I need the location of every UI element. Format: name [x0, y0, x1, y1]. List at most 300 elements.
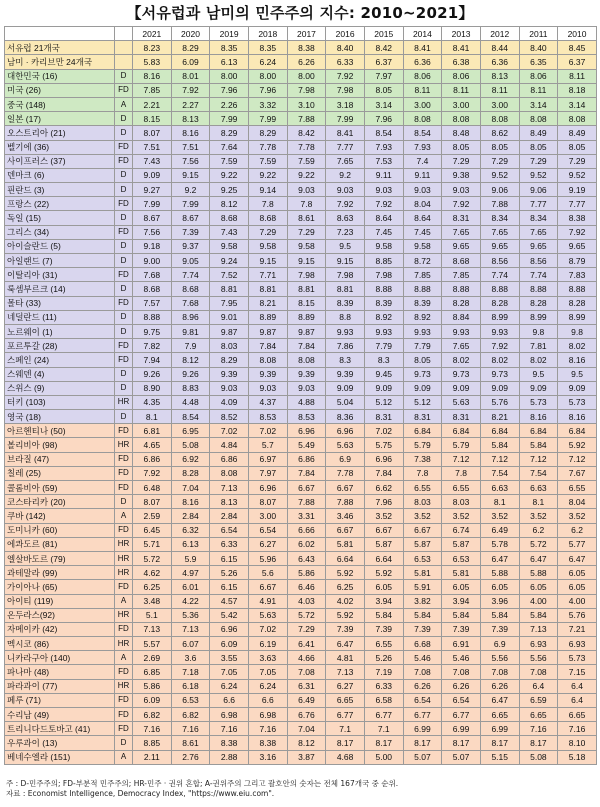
year-header: 2015	[364, 27, 403, 41]
country-name: 핀란드 (3)	[5, 183, 115, 197]
index-value: 5.12	[403, 395, 442, 409]
index-value: 8.16	[558, 353, 597, 367]
table-row	[5, 324, 597, 338]
index-value: 9.19	[558, 183, 597, 197]
index-value: 7.12	[442, 452, 481, 466]
index-value: 9.58	[248, 239, 287, 253]
year-header: 2021	[133, 27, 172, 41]
index-value: 8.08	[442, 112, 481, 126]
regime-type: FD	[115, 140, 133, 154]
index-value: 6.49	[287, 693, 326, 707]
index-value: 9.65	[519, 239, 558, 253]
index-value: 5.92	[558, 438, 597, 452]
index-value: 7.04	[171, 481, 210, 495]
index-value: 6.18	[171, 679, 210, 693]
year-header: 2011	[519, 27, 558, 41]
index-value: 3.52	[558, 509, 597, 523]
index-value: 9.93	[480, 324, 519, 338]
index-value: 6.82	[171, 708, 210, 722]
index-value: 7.13	[171, 622, 210, 636]
regime-type: FD	[115, 452, 133, 466]
index-value: 9.03	[326, 183, 365, 197]
index-value: 6.86	[133, 452, 172, 466]
country-name: 네덜란드 (11)	[5, 310, 115, 324]
country-name: 파라과이 (77)	[5, 679, 115, 693]
header-name-cell	[5, 27, 115, 41]
index-value: 8.62	[480, 126, 519, 140]
index-value: 6.67	[248, 580, 287, 594]
table-row	[5, 296, 597, 310]
index-value: 8.39	[403, 296, 442, 310]
index-value: 8.44	[480, 41, 519, 55]
regime-type: D	[115, 126, 133, 140]
index-value: 8.29	[210, 353, 249, 367]
index-value: 7.93	[364, 140, 403, 154]
table-row	[5, 268, 597, 282]
index-value: 8.68	[171, 282, 210, 296]
index-value: 8.17	[403, 736, 442, 750]
index-value: 9.52	[519, 168, 558, 182]
year-header: 2020	[171, 27, 210, 41]
index-value: 6.67	[364, 523, 403, 537]
index-value: 9.03	[210, 381, 249, 395]
index-value: 6.24	[248, 679, 287, 693]
index-value: 5.88	[519, 566, 558, 580]
index-value: 6.54	[442, 693, 481, 707]
index-value: 3.94	[364, 594, 403, 608]
page-title: 【서유럽과 남미의 민주주의 지수: 2010~2021】	[126, 4, 474, 22]
index-value: 7.23	[326, 225, 365, 239]
index-value: 6.84	[480, 424, 519, 438]
index-value: 8.99	[480, 310, 519, 324]
index-value: 6.74	[442, 523, 481, 537]
index-value: 4.97	[171, 566, 210, 580]
index-value: 8.16	[171, 495, 210, 509]
index-value: 5.84	[364, 608, 403, 622]
index-value: 9.58	[403, 239, 442, 253]
index-value: 9.26	[171, 367, 210, 381]
index-value: 3.82	[403, 594, 442, 608]
index-value: 8.89	[248, 310, 287, 324]
index-value: 8.39	[326, 296, 365, 310]
index-value: 7.15	[558, 665, 597, 679]
country-name: 덴마크 (6)	[5, 168, 115, 182]
democracy-index-table	[4, 26, 597, 765]
index-value: 8.15	[133, 112, 172, 126]
index-value: 6.55	[442, 481, 481, 495]
index-value: 6.33	[210, 537, 249, 551]
index-value: 8.72	[403, 254, 442, 268]
index-value: 5.88	[480, 566, 519, 580]
index-value: 6.96	[364, 452, 403, 466]
index-value: 8.08	[558, 112, 597, 126]
index-value: 7.99	[171, 197, 210, 211]
year-header: 2012	[480, 27, 519, 41]
index-value: 7.29	[519, 154, 558, 168]
regime-type: A	[115, 750, 133, 764]
index-value: 8.31	[403, 410, 442, 424]
index-value: 7.08	[442, 665, 481, 679]
index-value: 6.36	[403, 55, 442, 69]
index-value: 8.06	[519, 69, 558, 83]
table-row	[5, 594, 597, 608]
index-value: 9.39	[248, 367, 287, 381]
country-name: 서유럽 21개국	[5, 41, 115, 55]
index-value: 8.38	[558, 211, 597, 225]
table-row	[5, 395, 597, 409]
index-value: 6.64	[364, 551, 403, 565]
table-row	[5, 452, 597, 466]
index-value: 7.51	[171, 140, 210, 154]
index-value: 3.14	[558, 97, 597, 111]
index-value: 9.8	[519, 324, 558, 338]
index-value: 8.68	[210, 211, 249, 225]
index-value: 7.16	[210, 722, 249, 736]
index-value: 7.85	[442, 268, 481, 282]
index-value: 8.13	[480, 69, 519, 83]
index-value: 3.00	[403, 97, 442, 111]
index-value: 8.02	[558, 339, 597, 353]
footnotes	[6, 779, 596, 799]
index-value: 8.07	[133, 126, 172, 140]
index-value: 2.11	[133, 750, 172, 764]
index-value: 5.57	[133, 637, 172, 651]
index-value: 6.05	[519, 580, 558, 594]
index-value: 7.77	[558, 197, 597, 211]
table-row	[5, 97, 597, 111]
index-value: 6.77	[364, 708, 403, 722]
index-value: 8.11	[442, 83, 481, 97]
year-header: 2017	[287, 27, 326, 41]
index-value: 6.33	[364, 679, 403, 693]
index-value: 7.88	[326, 495, 365, 509]
index-value: 8.11	[480, 83, 519, 97]
index-value: 6.92	[171, 452, 210, 466]
index-value: 5.73	[519, 395, 558, 409]
index-value: 2.26	[210, 97, 249, 111]
index-value: 8.68	[248, 211, 287, 225]
index-value: 7.39	[326, 622, 365, 636]
index-value: 7.02	[364, 424, 403, 438]
index-value: 8.41	[326, 126, 365, 140]
index-value: 8.28	[558, 296, 597, 310]
table-row	[5, 55, 597, 69]
table-row	[5, 736, 597, 750]
table-row	[5, 509, 597, 523]
index-value: 7.1	[326, 722, 365, 736]
index-value: 8.88	[364, 282, 403, 296]
index-value: 7.39	[403, 622, 442, 636]
table-row	[5, 126, 597, 140]
index-value: 8.35	[210, 41, 249, 55]
regime-type: FD	[115, 339, 133, 353]
index-value: 8.17	[442, 736, 481, 750]
index-value: 3.46	[326, 509, 365, 523]
year-header: 2014	[403, 27, 442, 41]
index-value: 7.16	[558, 722, 597, 736]
table-row	[5, 551, 597, 565]
index-value: 6.55	[403, 481, 442, 495]
index-value: 8.34	[480, 211, 519, 225]
index-value: 8.05	[442, 140, 481, 154]
regime-type: FD	[115, 523, 133, 537]
index-value: 7.51	[133, 140, 172, 154]
index-value: 8.28	[442, 296, 481, 310]
index-value: 5.71	[133, 537, 172, 551]
table-row	[5, 183, 597, 197]
index-value: 6.01	[171, 580, 210, 594]
index-value: 8.12	[287, 736, 326, 750]
index-value: 3.94	[442, 594, 481, 608]
index-value: 8.06	[403, 69, 442, 83]
year-header: 2013	[442, 27, 481, 41]
country-name: 터키 (103)	[5, 395, 115, 409]
index-value: 7.99	[133, 197, 172, 211]
country-name: 볼리비아 (98)	[5, 438, 115, 452]
table-row	[5, 282, 597, 296]
country-name: 벨기에 (36)	[5, 140, 115, 154]
index-value: 8.38	[248, 736, 287, 750]
index-value: 9.5	[558, 367, 597, 381]
index-value: 6.25	[133, 580, 172, 594]
index-value: 8.92	[364, 310, 403, 324]
index-value: 9.22	[248, 168, 287, 182]
index-value: 9.52	[480, 168, 519, 182]
index-value: 8.99	[519, 310, 558, 324]
index-value: 7.16	[133, 722, 172, 736]
index-value: 9.39	[210, 367, 249, 381]
index-value: 8.04	[403, 197, 442, 211]
index-value: 9.87	[287, 324, 326, 338]
index-value: 6.24	[210, 679, 249, 693]
index-value: 7.45	[403, 225, 442, 239]
index-value: 6.68	[403, 637, 442, 651]
table-row	[5, 367, 597, 381]
index-value: 7.21	[558, 622, 597, 636]
regime-type: FD	[115, 296, 133, 310]
table-row	[5, 708, 597, 722]
index-value: 6.27	[326, 679, 365, 693]
index-value: 8.29	[248, 126, 287, 140]
index-value: 7.1	[364, 722, 403, 736]
index-value: 6.96	[287, 424, 326, 438]
index-value: 6.84	[442, 424, 481, 438]
index-value: 8.3	[364, 353, 403, 367]
index-value: 8.38	[287, 41, 326, 55]
index-value: 7.98	[287, 83, 326, 97]
index-value: 6.98	[248, 708, 287, 722]
index-value: 6.6	[248, 693, 287, 707]
index-value: 3.87	[287, 750, 326, 764]
index-value: 8.89	[287, 310, 326, 324]
header-regime-cell	[115, 27, 133, 41]
index-value: 5.63	[326, 438, 365, 452]
country-name: 엘살바도르 (79)	[5, 551, 115, 565]
index-value: 9.03	[248, 381, 287, 395]
index-value: 6.05	[442, 580, 481, 594]
index-value: 7.57	[133, 296, 172, 310]
index-value: 8.18	[558, 83, 597, 97]
index-value: 3.55	[210, 651, 249, 665]
index-value: 7.56	[171, 154, 210, 168]
index-value: 8.05	[558, 140, 597, 154]
index-value: 5.1	[133, 608, 172, 622]
index-value: 8.31	[442, 211, 481, 225]
index-value: 7.85	[133, 83, 172, 97]
year-header: 2019	[210, 27, 249, 41]
index-value: 6.26	[287, 55, 326, 69]
index-value: 6.47	[519, 551, 558, 565]
index-value: 8.53	[287, 410, 326, 424]
index-value: 6.35	[519, 55, 558, 69]
index-value: 7.02	[248, 424, 287, 438]
footnote-source: 자료 : Economist Intelligence, Democracy Index, "https://www.eiu.com".	[6, 789, 275, 798]
index-value: 6.15	[210, 580, 249, 594]
index-value: 9.03	[287, 381, 326, 395]
regime-type: FD	[115, 197, 133, 211]
index-value: 8.28	[480, 296, 519, 310]
index-value: 5.42	[210, 608, 249, 622]
index-value: 8.17	[326, 736, 365, 750]
index-value: 6.65	[326, 693, 365, 707]
country-name: 베네수엘라 (151)	[5, 750, 115, 764]
index-value: 5.77	[558, 537, 597, 551]
index-value: 6.26	[442, 679, 481, 693]
table-row	[5, 254, 597, 268]
index-value: 8.42	[287, 126, 326, 140]
table-row	[5, 665, 597, 679]
index-value: 5.6	[248, 566, 287, 580]
index-value: 4.65	[133, 438, 172, 452]
index-value: 8.04	[558, 495, 597, 509]
index-value: 8.35	[248, 41, 287, 55]
index-value: 9.37	[171, 239, 210, 253]
country-name: 파나마 (48)	[5, 665, 115, 679]
index-value: 3.10	[287, 97, 326, 111]
table-row	[5, 381, 597, 395]
index-value: 7.54	[480, 466, 519, 480]
index-value: 7.77	[326, 140, 365, 154]
index-value: 6.4	[558, 693, 597, 707]
index-value: 9.09	[326, 381, 365, 395]
index-value: 6.67	[326, 481, 365, 495]
regime-type: HR	[115, 637, 133, 651]
regime-type: HR	[115, 551, 133, 565]
index-value: 7.29	[442, 154, 481, 168]
index-value: 8.90	[133, 381, 172, 395]
index-value: 6.32	[171, 523, 210, 537]
regime-type: HR	[115, 395, 133, 409]
index-value: 4.62	[133, 566, 172, 580]
country-name: 포르투갈 (28)	[5, 339, 115, 353]
index-value: 6.07	[171, 637, 210, 651]
regime-type: HR	[115, 608, 133, 622]
index-value: 4.09	[210, 395, 249, 409]
table-row	[5, 495, 597, 509]
index-value: 9.09	[558, 381, 597, 395]
index-value: 6.37	[558, 55, 597, 69]
regime-type: D	[115, 69, 133, 83]
index-value: 8.02	[519, 353, 558, 367]
index-value: 5.07	[403, 750, 442, 764]
index-value: 7.67	[558, 466, 597, 480]
index-value: 9.24	[210, 254, 249, 268]
index-value: 7.88	[287, 495, 326, 509]
index-value: 7.79	[403, 339, 442, 353]
index-value: 7.52	[210, 268, 249, 282]
index-value: 5.81	[442, 566, 481, 580]
index-value: 4.22	[171, 594, 210, 608]
index-value: 7.65	[442, 339, 481, 353]
index-value: 7.02	[248, 622, 287, 636]
index-value: 5.26	[210, 566, 249, 580]
index-value: 7.92	[364, 197, 403, 211]
index-value: 8.53	[248, 410, 287, 424]
table-body	[5, 41, 597, 765]
country-name: 과테말라 (99)	[5, 566, 115, 580]
regime-type: D	[115, 254, 133, 268]
regime-type: FD	[115, 83, 133, 97]
index-value: 6.43	[287, 551, 326, 565]
index-value: 7.98	[326, 268, 365, 282]
country-name: 아르헨티나 (50)	[5, 424, 115, 438]
index-value: 8.48	[442, 126, 481, 140]
index-value: 6.05	[558, 580, 597, 594]
index-value: 7.92	[171, 83, 210, 97]
index-value: 8.67	[171, 211, 210, 225]
index-value: 6.24	[248, 55, 287, 69]
index-value: 6.05	[364, 580, 403, 594]
index-value: 7.65	[480, 225, 519, 239]
index-value: 7.59	[210, 154, 249, 168]
index-value: 8.13	[171, 112, 210, 126]
index-value: 8.21	[248, 296, 287, 310]
regime-type: D	[115, 324, 133, 338]
index-value: 8.68	[133, 282, 172, 296]
index-value: 6.53	[171, 693, 210, 707]
index-value: 5.72	[519, 537, 558, 551]
index-value: 9.81	[171, 324, 210, 338]
index-value: 9.73	[442, 367, 481, 381]
index-value: 8.29	[171, 41, 210, 55]
index-value: 3.18	[326, 97, 365, 111]
index-value: 7.39	[480, 622, 519, 636]
index-value: 7.8	[248, 197, 287, 211]
footnote-legend: 주 : D-민주주의; FD-부분적 민주주의; HR-민주 · 권위 혼합; A-권위주의 그리고 괄호안의 숫자는 전체 167개국 중 순위.	[6, 779, 399, 788]
header-row	[5, 27, 597, 41]
index-value: 8.88	[133, 310, 172, 324]
index-value: 5.63	[442, 395, 481, 409]
index-value: 8.88	[519, 282, 558, 296]
index-value: 8.16	[558, 410, 597, 424]
index-value: 8.29	[210, 126, 249, 140]
index-value: 6.46	[287, 580, 326, 594]
index-value: 7.71	[248, 268, 287, 282]
index-value: 7.39	[364, 622, 403, 636]
index-value: 3.00	[248, 509, 287, 523]
index-value: 8.92	[403, 310, 442, 324]
index-value: 6.15	[210, 551, 249, 565]
country-name: 멕시코 (86)	[5, 637, 115, 651]
index-value: 6.6	[210, 693, 249, 707]
index-value: 6.26	[403, 679, 442, 693]
index-value: 5.87	[364, 537, 403, 551]
index-value: 8.54	[364, 126, 403, 140]
table-row	[5, 622, 597, 636]
index-value: 8.1	[480, 495, 519, 509]
index-value: 8.08	[210, 466, 249, 480]
index-value: 9.87	[248, 324, 287, 338]
